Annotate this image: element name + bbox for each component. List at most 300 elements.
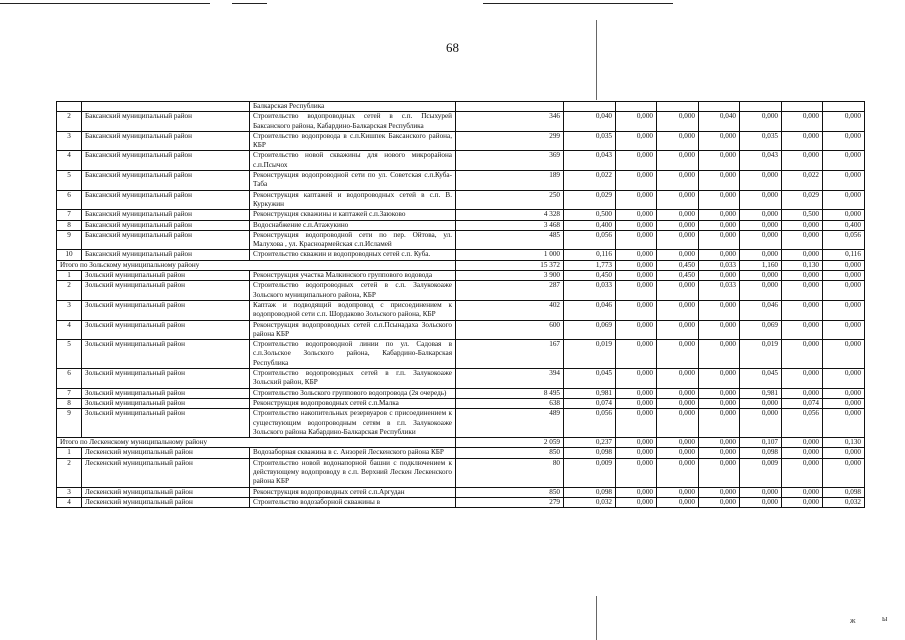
object-name-cell: Строительство Зольского группового водопровода (2я очередь) [250,388,456,398]
value-cell: 0,000 [699,409,740,438]
value-cell: 0,000 [740,281,782,301]
object-name-cell: Реконструкция скважины и каптажей с.п.Заюково [250,210,456,220]
value-cell: 1,773 [564,260,616,270]
value-cell: 250 [456,190,564,210]
value-cell: 0,000 [699,497,740,507]
value-cell: 0,000 [823,369,865,389]
value-cell: 0,000 [699,190,740,210]
table-row [57,250,865,260]
table-row [57,171,865,191]
value-cell: 0,000 [657,497,699,507]
value-cell: 0,000 [782,497,823,507]
value-cell: 0,000 [740,271,782,281]
value-cell: 0,000 [657,320,699,340]
value-cell: 0,000 [616,398,657,408]
value-cell: 0,000 [616,409,657,438]
value-cell: 638 [456,398,564,408]
value-cell: 0,043 [740,151,782,171]
object-name-cell: Реконструкция водопроводной сети по пер. Ойтова, ул. Малухова , ул. Красноармейская с.п.Исламей [250,230,456,250]
value-cell: 0,000 [699,398,740,408]
district-cell: Зольский муниципальный район [82,398,250,408]
value-cell: 0,237 [564,438,616,448]
value-cell: 0,056 [823,230,865,250]
value-cell: 0,000 [616,388,657,398]
district-cell: Баксанский муниципальный район [82,220,250,230]
district-cell: Баксанский муниципальный район [82,230,250,250]
district-cell: Зольский муниципальный район [82,320,250,340]
value-cell: 0,000 [823,112,865,132]
value-cell: 0,000 [657,369,699,389]
value-cell: 0,000 [782,487,823,497]
value-cell: 0,000 [657,340,699,369]
value-cell: 0,032 [823,497,865,507]
scan-line-top [0,3,210,4]
district-cell: Лескенский муниципальный район [82,487,250,497]
object-name-cell: Реконструкция водопроводных сетей с.п.Аргудан [250,487,456,497]
value-cell: 0,000 [823,448,865,458]
district-cell: Зольский муниципальный район [82,300,250,320]
object-name-cell: Строительство водозаборной скважины в [250,497,456,507]
value-cell: 0,000 [823,151,865,171]
value-cell: 0,450 [564,271,616,281]
table-row [57,220,865,230]
value-cell: 0,000 [699,271,740,281]
number-cell: 3 [57,487,82,497]
object-name-cell: Каптаж и подводящий водопровод с присоединением к водопроводной сети с.п. Шордаково Зольского района, КБР [250,300,456,320]
value-cell: 0,000 [740,230,782,250]
value-cell: 0,000 [616,250,657,260]
value-cell: 0,981 [564,388,616,398]
value-cell: 0,000 [657,458,699,487]
district-cell: Баксанский муниципальный район [82,190,250,210]
value-cell: 0,046 [740,300,782,320]
district-cell: Зольский муниципальный район [82,281,250,301]
value-cell: 0,040 [564,112,616,132]
value-cell: 0,000 [616,458,657,487]
value-cell: 0,000 [616,260,657,270]
value-cell: 0,000 [782,151,823,171]
value-cell: 0,000 [699,230,740,250]
value-cell: 0,000 [740,487,782,497]
value-cell: 8 495 [456,388,564,398]
value-cell: 0,000 [740,220,782,230]
value-cell: 0,000 [782,320,823,340]
district-cell: Зольский муниципальный район [82,409,250,438]
table-body [57,102,865,508]
table-row [57,230,865,250]
object-name-cell: Строительство водопровода в с.п.Кишпек Баксанского района, КБР [250,131,456,151]
value-cell: 0,000 [782,388,823,398]
value-cell: 0,000 [699,340,740,369]
value-cell: 0,116 [823,250,865,260]
value-cell: 0,000 [782,369,823,389]
value-cell: 0,000 [823,320,865,340]
value-cell: 0,000 [699,438,740,448]
value-cell: 0,000 [616,281,657,301]
value-cell: 0,000 [782,250,823,260]
object-name-cell: Реконструкция участка Малкинского группового водовода [250,271,456,281]
value-cell: 0,098 [823,487,865,497]
value-cell: 0,000 [657,300,699,320]
value-cell: 0,009 [740,458,782,487]
table-row [57,112,865,132]
number-cell: 3 [57,131,82,151]
table-row [57,151,865,171]
district-cell: Лескенский муниципальный район [82,497,250,507]
value-cell: 0,000 [616,497,657,507]
number-cell: 3 [57,300,82,320]
table-row [57,210,865,220]
district-cell: Лескенский муниципальный район [82,458,250,487]
value-cell: 0,000 [740,409,782,438]
object-name-cell: Строительство водопроводных сетей в с.п. Псыхурей Баксанского района, Кабардино-Балкарская Республика [250,112,456,132]
value-cell: 0,130 [782,260,823,270]
value-cell: 0,032 [564,497,616,507]
value-cell: 0,500 [782,210,823,220]
value-cell: 0,400 [823,220,865,230]
value-cell: 0,000 [823,340,865,369]
value-cell: 0,022 [564,171,616,191]
value-cell: 0,000 [699,487,740,497]
number-cell: 8 [57,398,82,408]
table-row [57,340,865,369]
table-row [57,497,865,507]
value-cell: 0,043 [564,151,616,171]
value-cell: 0,000 [657,151,699,171]
value-cell: 0,000 [740,497,782,507]
number-cell: 5 [57,171,82,191]
value-cell: 0,019 [740,340,782,369]
value-cell: 299 [456,131,564,151]
number-cell: 2 [57,458,82,487]
value-cell: 0,000 [699,369,740,389]
value-cell: 402 [456,300,564,320]
value-cell: 0,022 [782,171,823,191]
value-cell: 0,000 [657,250,699,260]
value-cell: 0,000 [782,281,823,301]
value-cell: 1,160 [740,260,782,270]
value-cell: 0,019 [564,340,616,369]
value-cell: 0,000 [657,388,699,398]
value-cell: 0,000 [699,320,740,340]
value-cell: 4 328 [456,210,564,220]
value-cell: 0,450 [657,260,699,270]
value-cell: 287 [456,281,564,301]
value-cell: 0,000 [616,210,657,220]
value-cell: 0,098 [740,448,782,458]
value-cell: 0,000 [699,210,740,220]
total-row [57,260,865,270]
value-cell: 0,035 [740,131,782,151]
value-cell: 0,450 [657,271,699,281]
value-cell: 0,130 [823,438,865,448]
value-cell: 0,000 [740,250,782,260]
value-cell: 0,000 [657,220,699,230]
district-cell: Зольский муниципальный район [82,388,250,398]
value-cell: 0,000 [657,438,699,448]
value-cell: 0,000 [823,300,865,320]
value-cell: 0,000 [782,112,823,132]
object-name-cell: Реконструкция водопроводных сетей с.п.Малка [250,398,456,408]
table-row [57,300,865,320]
value-cell: 0,033 [699,260,740,270]
district-cell: Лескенский муниципальный район [82,448,250,458]
table-row [57,409,865,438]
value-cell: 485 [456,230,564,250]
district-cell: Зольский муниципальный район [82,369,250,389]
district-cell: Баксанский муниципальный район [82,171,250,191]
value-cell: 0,000 [616,438,657,448]
value-cell [564,102,616,112]
value-cell: 0,000 [616,131,657,151]
district-cell: Зольский муниципальный район [82,271,250,281]
value-cell: 0,045 [564,369,616,389]
value-cell: 394 [456,369,564,389]
value-cell: 0,000 [657,171,699,191]
value-cell [782,102,823,112]
value-cell: 0,056 [564,409,616,438]
value-cell: 0,000 [782,271,823,281]
value-cell: 0,000 [782,300,823,320]
value-cell: 0,000 [657,210,699,220]
value-cell [657,102,699,112]
value-cell: 0,069 [564,320,616,340]
table-row [57,369,865,389]
number-cell: 9 [57,230,82,250]
value-cell: 0,009 [564,458,616,487]
object-name-cell: Строительство скважин и водопроводных сетей с.п. Куба. [250,250,456,260]
value-cell: 0,000 [699,300,740,320]
value-cell: 279 [456,497,564,507]
value-cell: 0,000 [657,190,699,210]
district-cell: Баксанский муниципальный район [82,112,250,132]
value-cell: 0,000 [740,190,782,210]
value-cell: 0,035 [564,131,616,151]
value-cell: 0,000 [657,448,699,458]
value-cell: 1 000 [456,250,564,260]
value-cell: 0,069 [740,320,782,340]
value-cell: 0,000 [699,448,740,458]
value-cell: 0,000 [823,458,865,487]
value-cell: 0,000 [823,190,865,210]
total-row [57,438,865,448]
object-name-cell: Балкарская Республика [250,102,456,112]
value-cell: 0,000 [657,281,699,301]
value-cell: 0,000 [616,487,657,497]
number-cell: 1 [57,448,82,458]
object-name-cell: Строительство накопительных резервуаров с присоединением к существующим водопроводным сетям в г.п. Залукокоаже Зольского района Кабардино-Балкарская Республики [250,409,456,438]
value-cell [616,102,657,112]
object-name-cell: Строительство новой водонапорной башни с подключением к действующему водопроводу в с.п. Верхний Лескен Лескенского района КБР [250,458,456,487]
page-number: 68 [446,40,459,55]
object-name-cell: Водозаборная скважина в с. Анзорей Лескенского района КБР [250,448,456,458]
value-cell: 0,000 [740,171,782,191]
value-cell: 0,000 [616,340,657,369]
value-cell: 0,000 [657,487,699,497]
value-cell: 0,040 [699,112,740,132]
value-cell: 0,000 [699,250,740,260]
district-cell: Баксанский муниципальный район [82,210,250,220]
value-cell [740,102,782,112]
number-cell: 5 [57,340,82,369]
object-name-cell: Реконструкция водопроводной сети по ул. Советская с.п.Куба-Таба [250,171,456,191]
district-cell: Баксанский муниципальный район [82,151,250,171]
table-row [57,131,865,151]
value-cell: 0,000 [657,131,699,151]
number-cell: 10 [57,250,82,260]
number-cell: 6 [57,369,82,389]
value-cell: 0,107 [740,438,782,448]
table-row [57,458,865,487]
value-cell [699,102,740,112]
value-cell: 0,000 [616,271,657,281]
number-cell: 8 [57,220,82,230]
value-cell: 0,000 [823,281,865,301]
value-cell: 0,000 [616,151,657,171]
value-cell: 0,000 [782,230,823,250]
value-cell: 0,000 [616,448,657,458]
value-cell: 3 900 [456,271,564,281]
value-cell: 0,046 [564,300,616,320]
value-cell: 369 [456,151,564,171]
value-cell: 0,056 [782,409,823,438]
value-cell: 0,074 [782,398,823,408]
value-cell: 0,000 [657,398,699,408]
district-cell: Баксанский муниципальный район [82,131,250,151]
number-cell: 4 [57,320,82,340]
number-cell: 2 [57,281,82,301]
value-cell: 0,098 [564,448,616,458]
number-cell [57,102,82,112]
table-row [57,271,865,281]
table-row [57,388,865,398]
value-cell: 0,000 [823,260,865,270]
value-cell: 0,000 [616,220,657,230]
value-cell: 0,000 [823,271,865,281]
value-cell: 0,033 [564,281,616,301]
district-cell: Баксанский муниципальный район [82,250,250,260]
value-cell: 0,000 [616,190,657,210]
value-cell: 2 059 [456,438,564,448]
value-cell [456,102,564,112]
scan-vertical-mark [596,20,597,100]
value-cell: 0,000 [823,210,865,220]
object-name-cell: Строительство новой скважины для нового микрорайона с.п.Псычох [250,151,456,171]
value-cell: 0,029 [564,190,616,210]
value-cell: 0,000 [657,409,699,438]
data-table [56,101,865,508]
object-name-cell: Водоснабжение с.п.Атажукино [250,220,456,230]
number-cell: 7 [57,388,82,398]
number-cell: 4 [57,497,82,507]
value-cell: 0,000 [823,171,865,191]
table-row [57,320,865,340]
table-row [57,487,865,497]
value-cell: 0,000 [616,112,657,132]
value-cell: 0,074 [564,398,616,408]
value-cell: 0,000 [782,448,823,458]
value-cell: 0,000 [782,438,823,448]
value-cell: 0,000 [823,398,865,408]
district-cell: Зольский муниципальный район [82,340,250,369]
value-cell: 0,029 [782,190,823,210]
value-cell: 0,000 [616,230,657,250]
value-cell: 0,000 [740,112,782,132]
scan-line-top-mid [232,3,267,4]
value-cell: 0,000 [782,220,823,230]
value-cell: 0,000 [782,458,823,487]
number-cell: 2 [57,112,82,132]
number-cell: 6 [57,190,82,210]
object-name-cell: Реконструкция каптажей и водопроводных сетей в с.п. В. Куркужин [250,190,456,210]
scan-vertical-mark-bottom [596,596,597,640]
value-cell: 0,000 [823,409,865,438]
value-cell: 0,033 [699,281,740,301]
value-cell: 15 372 [456,260,564,270]
value-cell: 3 468 [456,220,564,230]
value-cell: 0,000 [740,398,782,408]
value-cell: 0,000 [616,300,657,320]
value-cell: 0,000 [782,131,823,151]
object-name-cell: Строительство водопроводной линии по ул. Садовая в с.п.Зольское Зольского района, Кабардино-Балкарская Республика [250,340,456,369]
value-cell: 0,000 [699,220,740,230]
value-cell: 0,000 [616,369,657,389]
table-row [57,190,865,210]
value-cell: 0,000 [823,131,865,151]
table-row [57,398,865,408]
value-cell: 489 [456,409,564,438]
value-cell: 0,098 [564,487,616,497]
value-cell [823,102,865,112]
object-name-cell: Строительство водопроводных сетей в г.п. Залукокоаже Зольский район, КБР [250,369,456,389]
value-cell: 0,000 [782,340,823,369]
value-cell: 189 [456,171,564,191]
value-cell: 346 [456,112,564,132]
object-name-cell: Реконструкция водопроводных сетей с.п.Псынадаха Зольского района КБР [250,320,456,340]
number-cell: 9 [57,409,82,438]
value-cell: 80 [456,458,564,487]
value-cell: 0,400 [564,220,616,230]
value-cell: 0,000 [616,320,657,340]
value-cell: 0,000 [699,458,740,487]
district-cell [82,102,250,112]
value-cell: 0,000 [699,171,740,191]
value-cell: 0,500 [564,210,616,220]
table-row [57,448,865,458]
object-name-cell: Строительство водопроводных сетей в с.п. Залукокоаже Зольского муниципального района, КБР [250,281,456,301]
total-label-cell: Итого по Зольскому муниципальному району [57,260,456,270]
table-row [57,281,865,301]
scan-line-top-right [483,3,673,4]
scan-mark-right: ж [850,616,856,625]
value-cell: 0,000 [699,151,740,171]
table-row [57,102,865,112]
value-cell: 0,981 [740,388,782,398]
scan-mark-far-right: ы [882,614,888,623]
total-label-cell: Итого по Лескенскому муниципальному району [57,438,456,448]
value-cell: 0,000 [823,388,865,398]
value-cell: 600 [456,320,564,340]
value-cell: 0,000 [699,131,740,151]
value-cell: 0,045 [740,369,782,389]
value-cell: 0,000 [657,112,699,132]
value-cell: 850 [456,487,564,497]
number-cell: 7 [57,210,82,220]
number-cell: 1 [57,271,82,281]
value-cell: 0,000 [657,230,699,250]
value-cell: 167 [456,340,564,369]
value-cell: 0,056 [564,230,616,250]
